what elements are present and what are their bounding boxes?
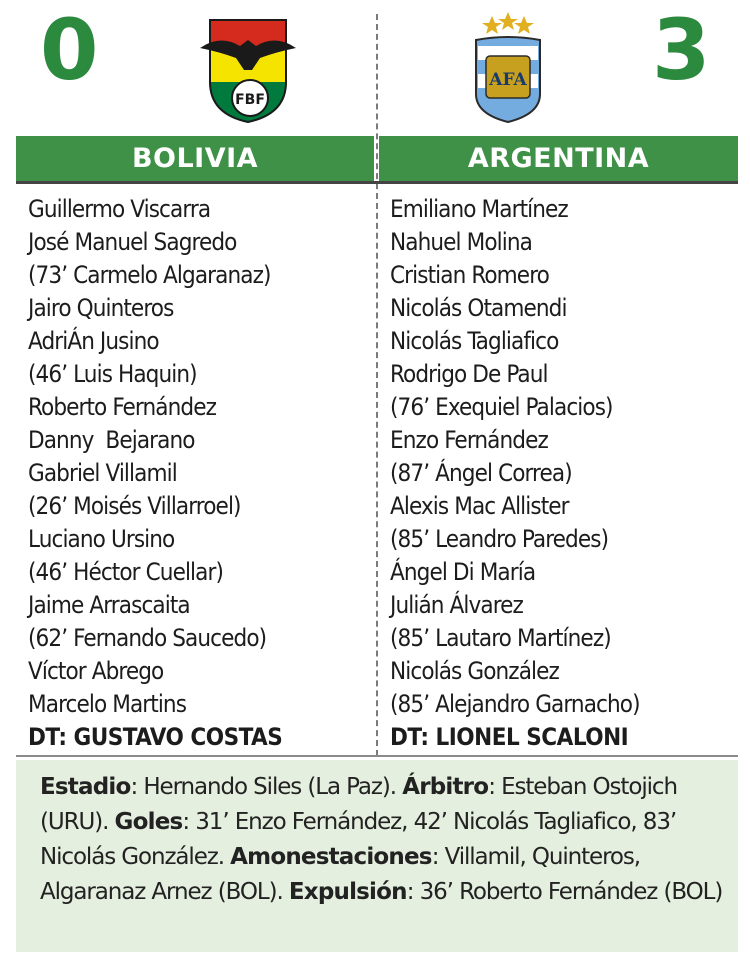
sending-off-value: : 36’ Roberto Fernández (BOL) — [406, 879, 723, 905]
lineup-item: Nicolás Otamendi — [390, 294, 567, 322]
away-coach: DT: LIONEL SCALONI — [390, 723, 629, 751]
home-score: 0 — [40, 1, 99, 99]
argentina-crest-monogram: AFA — [489, 70, 527, 90]
lineup-bottom-rule — [16, 755, 738, 757]
match-info-box — [16, 760, 738, 952]
lineup-item: Marcelo Martins — [28, 690, 187, 718]
away-lineup — [390, 193, 640, 754]
lineup-item: Roberto Fernández — [28, 393, 217, 421]
referee-label: Árbitro — [402, 774, 489, 800]
lineup-item: Jairo Quinteros — [28, 294, 174, 322]
bolivia-crest-icon — [200, 12, 296, 124]
stadium-label: Estadio — [40, 774, 131, 800]
lineup-item: Enzo Fernández — [390, 426, 548, 454]
lineup-item: (26’ Moisés Villarroel) — [28, 492, 241, 520]
lineup-item: AdriÁn Jusino — [28, 327, 159, 355]
bookings-value: : Villamil, Quinteros, Algaranaz Arnez (BOL). — [40, 844, 640, 905]
lineup-item: Cristian Romero — [390, 261, 549, 289]
home-lineup — [28, 193, 282, 754]
lineup-item: Jaime Arrascaita — [28, 591, 190, 619]
lineup-item: (87’ Ángel Correa) — [390, 459, 572, 487]
sending-off-label: Expulsión — [288, 879, 407, 905]
lineup-item: Víctor Abrego — [28, 657, 164, 685]
lineup-item: Ángel Di María — [390, 558, 536, 586]
lineup-item: Nicolás González — [390, 657, 559, 685]
referee-value: : Esteban Ostojich (URU). — [40, 774, 677, 835]
lineup-item: Julián Álvarez — [390, 591, 523, 619]
lineup-item: (46’ Luis Haquin) — [28, 360, 197, 388]
home-team-header: BOLIVIA — [16, 136, 374, 181]
goals-value: : 31’ Enzo Fernández, 42’ Nicolás Tagliafico, 83’ Nicolás González. — [40, 809, 677, 870]
lineup-item: Emiliano Martínez — [390, 195, 568, 223]
lineup-item: Alexis Mac Allister — [390, 492, 569, 520]
lineup-item: (62’ Fernando Saucedo) — [28, 624, 267, 652]
lineup-item: Gabriel Villamil — [28, 459, 177, 487]
lineup-item: (85’ Lautaro Martínez) — [390, 624, 611, 652]
lineup-item: Guillermo Viscarra — [28, 195, 211, 223]
away-team-header: ARGENTINA — [379, 136, 738, 181]
lineup-item: José Manuel Sagredo — [28, 228, 237, 256]
lineup-item: Nicolás Tagliafico — [390, 327, 559, 355]
stadium-value: : Hernando Siles (La Paz). — [130, 774, 403, 800]
lineup-item: Rodrigo De Paul — [390, 360, 548, 388]
bolivia-crest-monogram: FBF — [235, 92, 265, 108]
argentina-crest-icon — [468, 12, 548, 124]
lineup-item: (85’ Alejandro Garnacho) — [390, 690, 640, 718]
column-divider — [376, 14, 378, 756]
lineup-item: (73’ Carmelo Algaranaz) — [28, 261, 271, 289]
lineup-item: Nahuel Molina — [390, 228, 532, 256]
lineup-item: (46’ Héctor Cuellar) — [28, 558, 223, 586]
goals-label: Goles — [114, 809, 183, 835]
lineup-item: (85’ Leandro Paredes) — [390, 525, 609, 553]
lineup-item: Danny Bejarano — [28, 426, 195, 454]
away-score: 3 — [652, 1, 711, 99]
bookings-label: Amonestaciones — [230, 844, 432, 870]
lineup-item: (76’ Exequiel Palacios) — [390, 393, 613, 421]
home-coach: DT: GUSTAVO COSTAS — [28, 723, 283, 751]
header-rule — [16, 181, 738, 184]
lineup-item: Luciano Ursino — [28, 525, 175, 553]
